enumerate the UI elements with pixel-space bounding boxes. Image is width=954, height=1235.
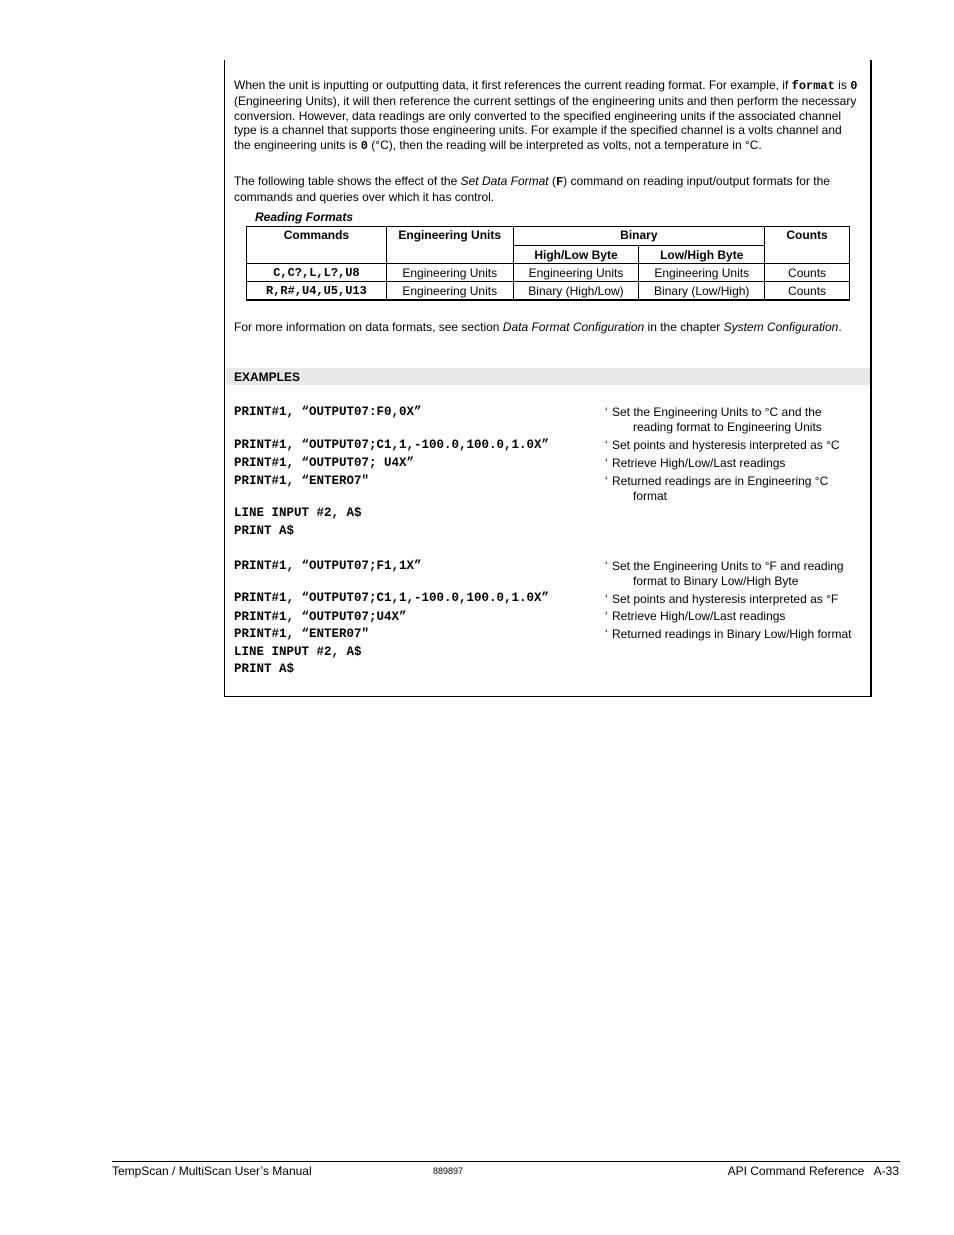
text-run: ( xyxy=(548,174,556,188)
table-cell: Counts xyxy=(765,282,850,301)
comment-text: Returned readings are in Engineering °C xyxy=(612,474,829,488)
code-zero: 0 xyxy=(850,79,858,93)
comment-tick: ‘ xyxy=(605,405,608,419)
text-run: is xyxy=(834,78,851,92)
code-comment xyxy=(605,559,874,588)
text-run: . xyxy=(838,320,842,334)
table-cell: Engineering Units xyxy=(386,264,513,282)
header-counts: Counts xyxy=(765,227,850,264)
table-cell: Engineering Units xyxy=(386,282,513,301)
code-line: PRINT#1, “OUTPUT07;C1,1,-100.0,100.0,1.0X” xyxy=(234,591,550,605)
emphasis-set-data-format: Set Data Format xyxy=(460,174,549,188)
comment-tick: ‘ xyxy=(605,438,608,452)
code-line: PRINT#1, “OUTPUT07:F0,0X” xyxy=(234,405,422,419)
intro-paragraph-1 xyxy=(234,78,860,154)
comment-tick: ‘ xyxy=(605,592,608,606)
text-run: For more information on data formats, see section xyxy=(234,320,503,334)
footer-part-number: 889897 xyxy=(433,1166,464,1176)
comment-text: Set points and hysteresis interpreted as °C xyxy=(612,438,840,452)
comment-text: Set points and hysteresis interpreted as °F xyxy=(612,592,839,606)
table-cell: Binary (High/Low) xyxy=(513,282,639,301)
header-low-high-byte: Low/High Byte xyxy=(639,246,765,264)
footer-manual-title: TempScan / MultiScan User’s Manual xyxy=(112,1164,312,1178)
table-cell: R,R#,U4,U5,U13 xyxy=(247,282,387,301)
code-line: PRINT#1, “OUTPUT07; U4X” xyxy=(234,456,415,470)
text-run: The following table shows the effect of the xyxy=(234,174,461,188)
code-line: PRINT A$ xyxy=(234,524,295,538)
comment-text: reading format to Engineering Units xyxy=(633,419,822,434)
code-line: LINE INPUT #2, A$ xyxy=(234,645,362,659)
comment-tick: ‘ xyxy=(605,559,608,573)
header-engineering-units: Engineering Units xyxy=(386,227,513,264)
comment-tick: ‘ xyxy=(605,609,608,623)
header-high-low-byte: High/Low Byte xyxy=(513,246,639,264)
comment-tick: ‘ xyxy=(605,627,608,641)
code-comment xyxy=(605,609,874,624)
comment-text: Set the Engineering Units to °C and the xyxy=(612,405,822,419)
code-comment xyxy=(605,592,874,607)
code-comment xyxy=(605,474,874,503)
code-comment xyxy=(605,438,874,453)
code-line: PRINT#1, “OUTPUT07;C1,1,-100.0,100.0,1.0X” xyxy=(234,438,550,452)
table-cell: Engineering Units xyxy=(639,264,765,282)
code-line: PRINT#1, “OUTPUT07;F1,1X” xyxy=(234,559,422,573)
table-header-row xyxy=(247,227,850,246)
examples-heading-bar xyxy=(226,368,870,385)
content-box xyxy=(224,60,872,697)
intro-paragraph-2 xyxy=(234,174,860,205)
table-cell: C,C?,L,L?,U8 xyxy=(247,264,387,282)
code-format: format xyxy=(791,79,835,93)
code-comment xyxy=(605,627,874,642)
code-line: PRINT A$ xyxy=(234,662,295,676)
footer-rule xyxy=(112,1161,900,1162)
table-caption: Reading Formats xyxy=(255,210,354,224)
text-run: (Engineering Units), it will then reference the current settings of the engineering units and then perform the necessary conversion. However, data readings are only converted to the specified engineering units if the associated channel type is a channel that supports those engineering units. For example if the specified channel is a volts channel and the engineering units is xyxy=(234,93,857,153)
more-info-paragraph xyxy=(234,320,860,335)
code-comment xyxy=(605,405,874,434)
comment-tick: ‘ xyxy=(605,474,608,488)
header-commands: Commands xyxy=(247,227,387,264)
code-line: PRINT#1, “ENTERO7" xyxy=(234,474,370,488)
footer-page-reference: API Command Reference A-33 xyxy=(727,1164,899,1178)
code-f: F xyxy=(555,175,564,189)
comment-tick: ‘ xyxy=(605,456,608,470)
code-comment xyxy=(605,456,874,471)
text-run: ) command on reading input/output formats for the commands and queries over which it has control. xyxy=(234,174,830,204)
comment-text: Returned readings in Binary Low/High format xyxy=(612,627,852,641)
text-run: When the unit is inputting or outputting data, it first references the current reading format. For example, if xyxy=(234,78,792,92)
comment-text: format xyxy=(633,488,668,503)
code-zero: 0 xyxy=(360,139,368,154)
emphasis-section-name: Data Format Configuration xyxy=(502,320,645,334)
table-row xyxy=(247,264,850,282)
comment-text: format to Binary Low/High Byte xyxy=(633,573,799,588)
text-run: (°C), then the reading will be interpreted as volts, not a temperature in °C. xyxy=(367,138,762,153)
reading-formats-table xyxy=(246,226,850,301)
table-cell: Counts xyxy=(765,264,850,282)
code-line: PRINT#1, “ENTER07" xyxy=(234,627,370,641)
emphasis-chapter-name: System Configuration xyxy=(723,320,839,334)
table-row xyxy=(247,282,850,301)
examples-heading: EXAMPLES xyxy=(234,370,301,384)
table-cell: Engineering Units xyxy=(513,264,639,282)
comment-text: Retrieve High/Low/Last readings xyxy=(612,456,786,470)
code-line: PRINT#1, “OUTPUT07;U4X” xyxy=(234,610,407,624)
text-run: in the chapter xyxy=(644,320,724,334)
comment-text: Retrieve High/Low/Last readings xyxy=(612,609,786,623)
comment-text: Set the Engineering Units to °F and reading xyxy=(612,559,844,573)
table-cell: Binary (Low/High) xyxy=(639,282,765,301)
header-binary: Binary xyxy=(513,227,765,246)
code-line: LINE INPUT #2, A$ xyxy=(234,506,362,520)
